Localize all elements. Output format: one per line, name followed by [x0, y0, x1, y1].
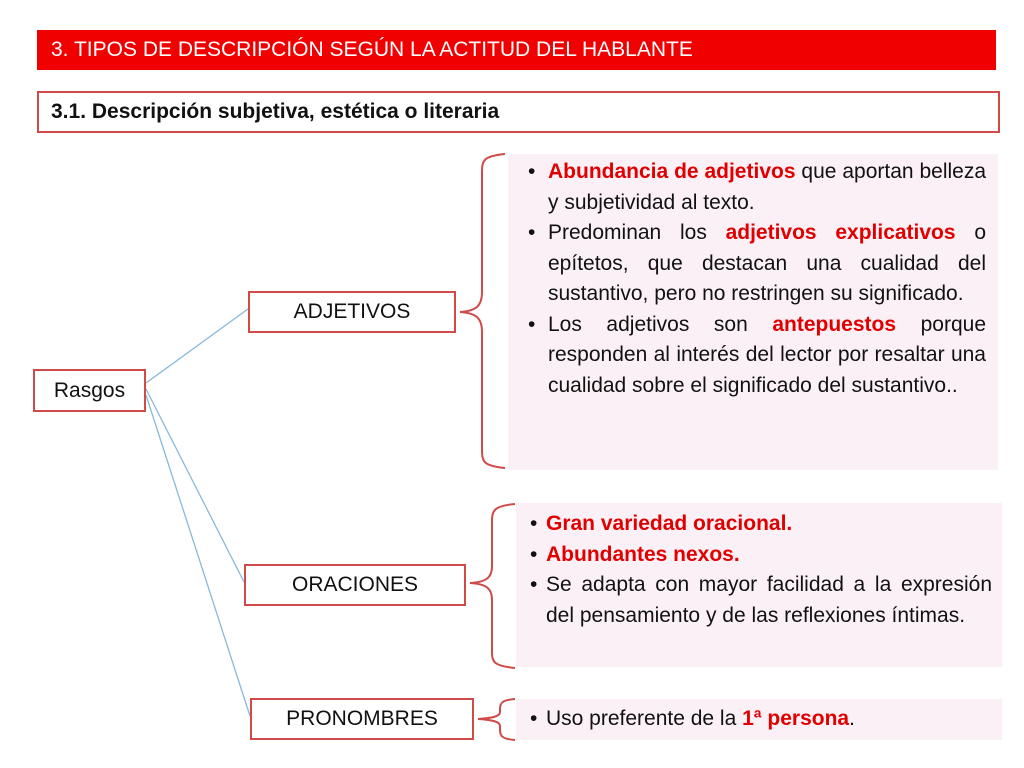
item-highlight: antepuestos: [772, 312, 897, 336]
item-highlight: Gran variedad oracional.: [546, 512, 793, 535]
oraciones-node: [244, 564, 466, 606]
connector-rasgos-pronombres: [146, 395, 250, 716]
item-text: que aportan belleza y subjetividad al texto.: [548, 160, 987, 214]
rasgos-node: [33, 369, 146, 412]
item-text: Predominan los: [548, 221, 726, 244]
brace-adjetivos: [460, 154, 505, 468]
item-text: o epítetos, que destacan una cualidad del sustantivo, pero no restringen su significado.: [548, 221, 986, 305]
item-highlight: 1ª persona: [742, 707, 850, 730]
item-text: Uso preferente de la: [546, 707, 743, 730]
pronombres-node: [250, 698, 474, 740]
list-item: [518, 218, 986, 310]
connector-rasgos-oraciones: [146, 389, 244, 582]
item-text: .: [849, 707, 855, 730]
item-highlight: adjetivos explicativos: [725, 221, 956, 244]
connector-rasgos-adjetivos: [146, 309, 248, 383]
pronombres-label: PRONOMBRES: [286, 707, 438, 730]
slide-title-banner: 3. TIPOS DE DESCRIPCIÓN SEGÚN LA ACTITUD DEL HABLANTE: [37, 30, 996, 70]
item-text: porque responden al interés del lector por resaltar una cualidad sobre el significado del sustantivo..: [548, 312, 986, 397]
adjetivos-panel: [508, 154, 998, 470]
list-item: [518, 157, 986, 218]
adjetivos-label: ADJETIVOS: [293, 300, 411, 323]
oraciones-label: ORACIONES: [291, 573, 419, 596]
list-item: [520, 570, 992, 631]
adjetivos-node: [248, 291, 456, 333]
item-highlight: Abundantes nexos.: [546, 542, 740, 566]
list-item: [520, 509, 992, 540]
rasgos-label: Rasgos: [53, 378, 126, 402]
item-highlight: Abundancia de adjetivos: [548, 160, 796, 183]
list-item: [518, 310, 986, 402]
brace-oraciones: [470, 504, 515, 668]
list-item: [520, 704, 992, 735]
oraciones-panel: [516, 503, 1002, 667]
item-text: Se adapta con mayor facilidad a la expresión del pensamiento y de las reflexiones íntimas.: [546, 573, 992, 627]
brace-pronombres: [478, 699, 515, 740]
list-item: [520, 540, 992, 571]
pronombres-panel: [516, 699, 1002, 740]
section-subtitle: 3.1. Descripción subjetiva, estética o literaria: [37, 91, 1000, 133]
item-text: Los adjetivos son: [548, 312, 773, 336]
